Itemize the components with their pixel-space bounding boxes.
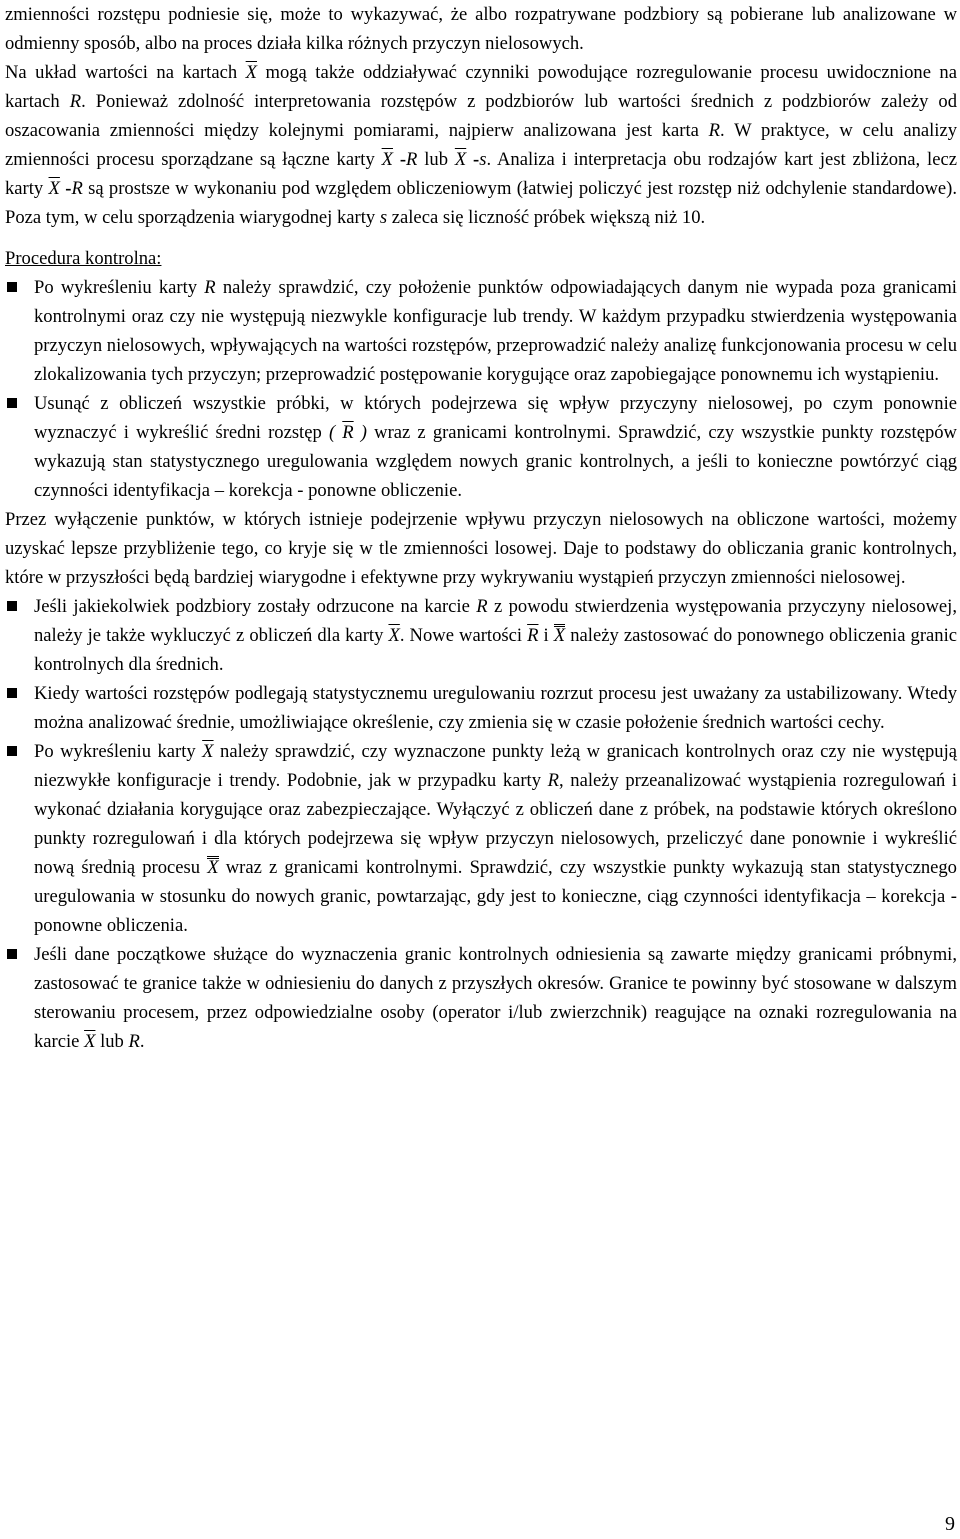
list-item: Usunąć z obliczeń wszystkie próbki, w których podejrzewa się wpływ przyczyny nielosowej, po czym ponownie wyznaczyć i wykreślić średni rozstęp ( $\overline{R}$ ) wraz z granicami kontrolnymi. Sprawdzić, czy wszystkie punkty rozstępów wykazują stan statystycznego uregulowania względem nowych granic kontrolnych, a jeśli to konieczne powtórzyć ciąg czynności identyfikacja – korekcja - ponowne obliczenie. — [5, 389, 957, 505]
page-number: 9 — [945, 1513, 955, 1535]
list-item: Jeśli jakiekolwiek podzbiory zostały odrzucone na karcie R z powodu stwierdzenia występowania przyczyny nielosowej, należy je także wykluczyć z obliczeń dla karty $\overline{X}$. Nowe wartości $\overline{R}$ i X należy zastosować do ponownego obliczenia granic kontrolnych dla średnich. — [5, 592, 957, 679]
paragraph-intro: zmienności rozstępu podniesie się, może to wykazywać, że albo rozpatrywane podzbiory są pobierane lub analizowane w odmienny sposób, albo na proces działa kilka różnych przyczyn nielosowych. — [5, 4, 957, 54]
list-item: Po wykreśleniu karty R należy sprawdzić, czy położenie punktów odpowiadających danym nie wypada poza granicami kontrolnymi oraz czy nie występują niezwykle konfiguracje lub trendy. W każdym przypadku stwierdzenia występowania przyczyn nielosowych, wpływających na wartości rozstępów, przeprowadzić należy analizę funkcjonowania procesu w celu zlokalizowania tych przyczyn; przeprowadzić postępowanie korygujące oraz zapobiegające ponownemu ich wystąpieniu. — [5, 273, 957, 389]
square-bullet-icon — [7, 398, 17, 408]
paragraph-xbar-cards: Na układ wartości na kartach $\overline{X}$ mogą także oddziaływać czynniki powodujące rozregulowanie procesu uwidocznione na kartach R. Ponieważ zdolność interpretowania rozstępów z podzbiorów lub wartości średnich z podzbiorów zależy od oszacowania zmienności między kolejnymi pomiarami, najpierw analizowana jest karta R. W praktyce, w celu analizy zmienności procesu sporządzane są łączne karty $\overline{X}$ -R lub $\overline{X}$ -s. Analiza i interpretacja obu rodzajów kart jest zbliżona, lecz karty $\overline{X}$ -R są prostsze w wykonaniu pod względem obliczeniowym (łatwiej policzyć jest rozstęp niż odchylenie standardowe). Poza tym, w celu sporządzenia wiarygodnej karty s zaleca się liczność próbek większą niż 10. — [5, 62, 958, 228]
list-item: Kiedy wartości rozstępów podlegają statystycznemu uregulowaniu rozrzut procesu jest uważany za ustabilizowany. Wtedy można analizować średnie, umożliwiające określenie, czy zmienia się w czasie położenie średnich wartości cechy. — [5, 679, 957, 737]
paragraph-exclusion: Przez wyłączenie punktów, w których istnieje podejrzenie wpływu przyczyn nielosowych na obliczone wartości, możemy uzyskać lepsze przybliżenie tego, co kryje się w tle zmienności losowej. Daje to podstawy do obliczania granic kontrolnych, które w przyszłości będą bardziej wiarygodne i efektywne przy wykrywaniu wystąpień przyczyn zmienności nielosowej. — [5, 509, 957, 588]
square-bullet-icon — [7, 688, 17, 698]
procedure-list-continued — [5, 592, 957, 1056]
list-item: Jeśli dane początkowe służące do wyznaczenia granic kontrolnych odniesienia są zawarte między granicami próbnymi, zastosować te granice także w odniesieniu do danych z przyszłych okresów. Granice te powinny być stosowane w dalszym sterowaniu procesem, przez odpowiedzialne osoby (operator i/lub zwierzchnik) reagujące na oznaki rozregulowania na karcie $\overline{X}$ lub R. — [5, 940, 957, 1056]
procedure-list — [5, 273, 957, 505]
square-bullet-icon — [7, 746, 17, 756]
list-item: Po wykreśleniu karty $\overline{X}$ należy sprawdzić, czy wyznaczone punkty leżą w granicach kontrolnych oraz czy nie występują niezwykłe konfiguracje i trendy. Podobnie, jak w przypadku karty R, należy przeanalizować wystąpienia rozregulowań i wykonać działania korygujące oraz zabezpieczające. Wyłączyć z obliczeń dane z próbek, na podstawie których określono punkty rozregulowań i dla których podejrzewa się wpływ przyczyn nielosowych, przeliczyć dane ponownie i wykreślić nową średnią procesu X wraz z granicami kontrolnymi. Sprawdzić, czy wszystkie punkty wykazują stan statystycznego uregulowania w stosunku do nowych granic, powtarzając, gdy jest to konieczne, ciąg czynności identyfikacja – korekcja -ponowne obliczenia. — [5, 737, 957, 940]
section-title: Procedura kontrolna: — [5, 248, 162, 269]
square-bullet-icon — [7, 949, 17, 959]
document-page — [5, 0, 957, 1056]
square-bullet-icon — [7, 601, 17, 611]
square-bullet-icon — [7, 282, 17, 292]
